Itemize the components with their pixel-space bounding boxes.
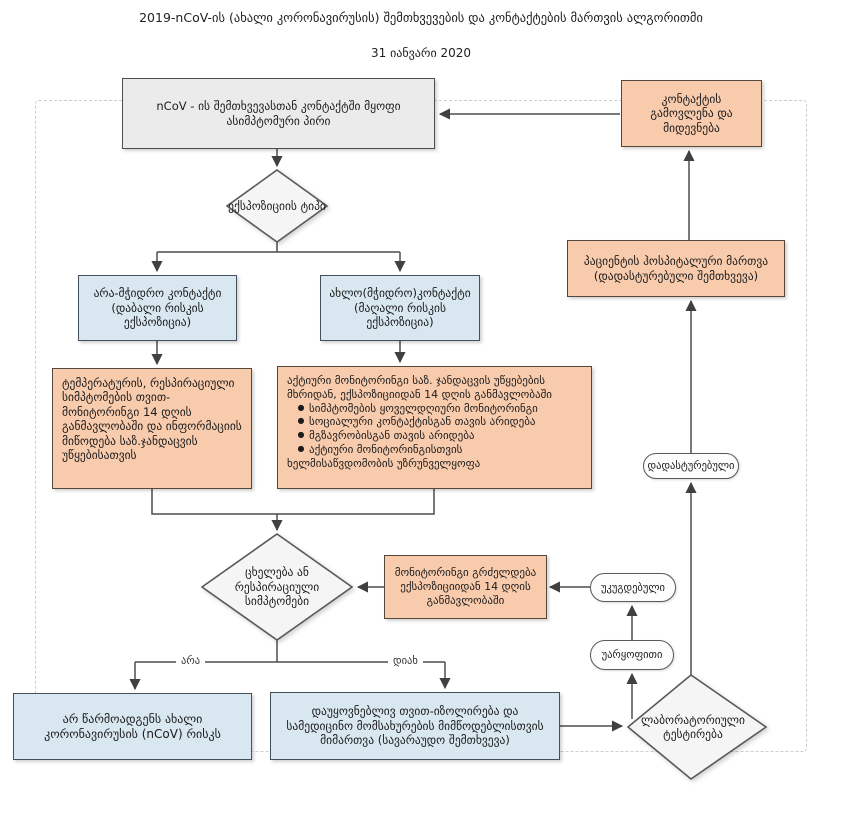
discarded-label: უკუგდებული [601, 581, 665, 594]
exposure-type-diamond [227, 170, 327, 242]
non-close-contact-label: არა-მჭიდრო კონტაქტი (დაბალი რისკის ექსპოზიცია) [93, 286, 222, 330]
self-isolation-box [270, 692, 560, 760]
self-isolation-label: დაუყოვნებლივ თვით-იზოლირება და სამედიცინო მომსახურების მიმწოდებლისთვის მიმართვა (სავარაუდო შემთხვევა) [286, 704, 544, 748]
monitoring-continues-box [384, 555, 547, 619]
confirmed-label: დადასტურებული [647, 460, 735, 472]
branch-label-yes: დიახ [388, 655, 423, 667]
negative-capsule [590, 640, 674, 670]
bullet-icon: ● [297, 416, 305, 426]
confirmed-capsule [643, 453, 739, 479]
active-monitoring-bullet-2: ● სოციალური კონტაქტისგან თავის არიდება [287, 415, 582, 429]
no-risk-label: არ წარმოადგენს ახალი კორონავირუსის (nCoV) რისკს [44, 711, 221, 741]
contact-tracing-label: კონტაქტის გამოვლენა და მიდევნება [650, 91, 733, 135]
active-monitoring-bullet-3: ● მგზავრობისგან თავის არიდება [287, 429, 582, 443]
close-contact-box [320, 275, 480, 341]
lab-testing-diamond [628, 675, 766, 779]
self-monitoring-box [52, 368, 252, 489]
hospital-management-box [567, 240, 785, 297]
active-monitoring-intro: აქტიური მონიტორინგი საზ. ჯანდაცვის უწყებების მხრიდან, ექსპოზიციიდან 14 დღის განმავლობაში [287, 374, 552, 401]
non-close-contact-box [78, 275, 237, 341]
bullet-icon: ● [297, 443, 305, 453]
discarded-capsule [590, 573, 676, 602]
active-monitoring-outro: ხელმისაწვდომობის უზრუნველყოფა [287, 456, 481, 470]
branch-label-no: არა [176, 655, 205, 667]
fever-symptoms-label: ცხელება ან რესპირაციული სიმპტომები [234, 565, 320, 609]
page-date: 31 იანვარი 2020 [370, 46, 472, 60]
contact-person-label: nCoV - ის შემთხვევასთან კონტაქტში მყოფი ასიმპტომური პირი [156, 99, 401, 128]
exposure-type-label: ექსპოზიციის ტიპი [228, 198, 326, 213]
monitoring-continues-label: მონიტორინგი გრძელდება ექსპოზიციიდან 14 დღის განმავლობაში [394, 566, 537, 607]
page-title: 2019-nCoV-ის (ახალი კორონავირუსის) შემთხვევების და კონტაქტების მართვის ალგორითმი [139, 10, 703, 25]
contact-person-box [122, 78, 435, 149]
edge-exposure-split [157, 242, 400, 252]
close-contact-label: ახლო(მჭიდრო)კონტაქტი (მაღალი რისკის ექსპოზიცია) [329, 286, 471, 330]
lab-testing-label: ლაბორატორიული ტესტირება [641, 712, 745, 741]
fever-symptoms-diamond [202, 534, 352, 640]
bullet-icon: ● [297, 402, 305, 412]
no-risk-box [13, 693, 252, 760]
active-monitoring-box [277, 366, 592, 489]
edge-merge [152, 489, 434, 514]
contact-tracing-box [621, 80, 762, 147]
self-monitoring-label: ტემპერატურის, რესპირაციული სიმპტომების თვით-მონიტორინგი 14 დღის განმავლობაში და ინფორმაციის მიწოდება საზ.ჯანდაცვის უწყებისათვის [62, 376, 242, 462]
bullet-icon: ● [297, 430, 305, 439]
hospital-management-label: პაციენტის ჰოსპიტალური მართვა (დადასტურებული შემთხვევა) [583, 254, 769, 283]
active-monitoring-bullet-4: ● აქტიური მონიტორინგისთვის [287, 443, 582, 457]
active-monitoring-bullet-1: ● სიმპტომების ყოველდღიური მონიტორინგი [287, 402, 582, 416]
negative-label: უარყოფითი [601, 649, 663, 661]
